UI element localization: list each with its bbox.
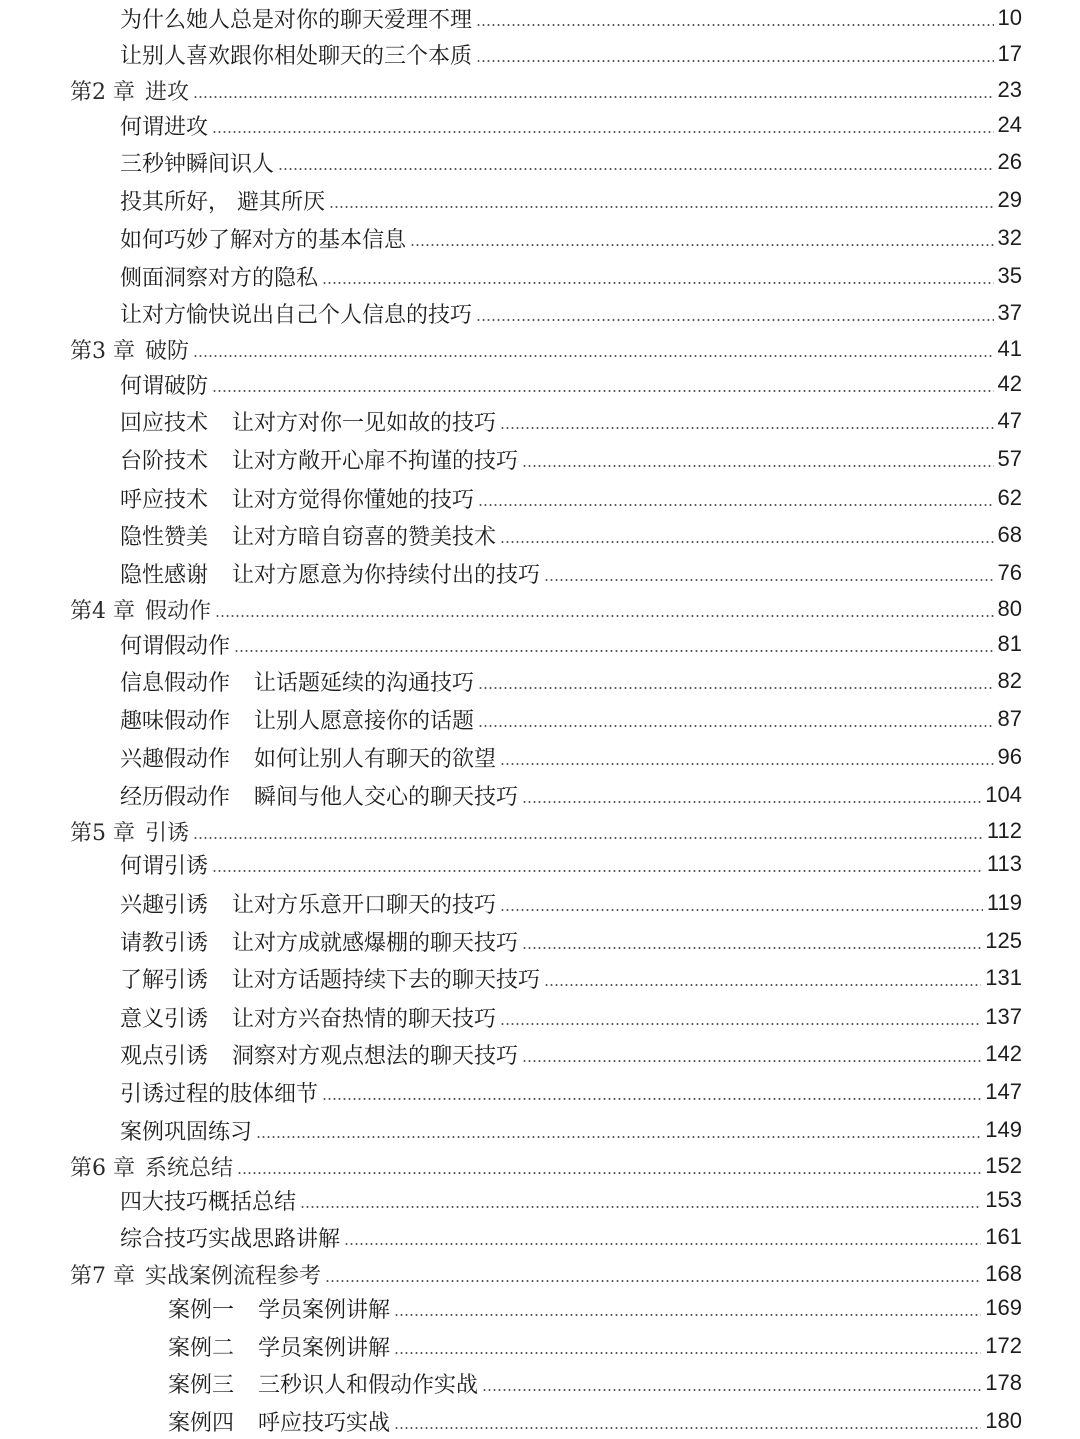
- toc-entry-title: [120, 1039, 518, 1070]
- entry-title-text: 综合技巧实战思路讲解: [120, 1226, 341, 1252]
- toc-section-row[interactable]: [0, 1036, 1080, 1072]
- case-number: 案例一: [168, 1297, 235, 1323]
- page-number: 17: [997, 41, 1022, 66]
- case-number: 案例三: [168, 1372, 235, 1398]
- toc-entry-title: [70, 1259, 321, 1290]
- entry-title-text: 请教引诱: [120, 930, 209, 956]
- toc-case-row[interactable]: [0, 1365, 1080, 1401]
- dot-leader: [212, 390, 994, 392]
- dot-leader: [394, 1314, 981, 1316]
- toc-entry-title: [120, 369, 208, 400]
- case-number: 案例四: [168, 1410, 235, 1436]
- dot-leader: [344, 1243, 981, 1245]
- toc-entry-title: [120, 1115, 252, 1146]
- dot-leader: [522, 801, 981, 803]
- dot-leader: [193, 355, 994, 357]
- toc-case-row[interactable]: [0, 1328, 1080, 1364]
- toc-section-row[interactable]: [0, 403, 1080, 439]
- page-number: 147: [985, 1079, 1022, 1104]
- dot-leader: [478, 504, 993, 506]
- dot-leader: [482, 1389, 981, 1391]
- toc-entry-title: [120, 1185, 296, 1216]
- toc-entry-title: [168, 1331, 390, 1362]
- entry-title-text: 何谓引诱: [120, 853, 209, 879]
- toc-section-row[interactable]: [0, 1112, 1080, 1148]
- dot-leader: [325, 1280, 981, 1282]
- entry-title-text: 学员案例讲解: [258, 1297, 391, 1323]
- toc-section-row[interactable]: [0, 923, 1080, 959]
- toc-section-row[interactable]: [0, 701, 1080, 737]
- toc-entry-title: [70, 594, 211, 625]
- toc-section-row[interactable]: [0, 441, 1080, 477]
- dot-leader: [212, 870, 983, 872]
- page-number: 152: [985, 1153, 1022, 1178]
- page-number: 24: [997, 112, 1022, 137]
- page-number: 41: [997, 336, 1022, 361]
- toc-entry-title: [168, 1293, 390, 1324]
- entry-subtitle-text: 让对方话题持续下去的聊天技巧: [232, 967, 541, 993]
- chapter-number: 第7 章: [70, 1263, 135, 1289]
- dot-leader: [215, 615, 994, 617]
- page-number: 125: [985, 928, 1022, 953]
- toc-chapter-row[interactable]: [0, 591, 1080, 627]
- entry-title-text: 了解引诱: [120, 967, 209, 993]
- dot-leader: [544, 984, 981, 986]
- entry-title-text: 何谓破防: [120, 373, 209, 399]
- toc-chapter-row[interactable]: [0, 331, 1080, 367]
- dot-leader: [500, 541, 993, 543]
- toc-chapter-row[interactable]: [0, 1148, 1080, 1184]
- page-number: 10: [997, 5, 1022, 30]
- chapter-number: 第2 章: [70, 79, 135, 105]
- dot-leader: [522, 1060, 981, 1062]
- dot-leader: [193, 837, 983, 839]
- page-number: 169: [985, 1295, 1022, 1320]
- entry-title-text: 让别人喜欢跟你相处聊天的三个本质: [120, 43, 473, 69]
- toc-section-row[interactable]: [0, 739, 1080, 775]
- toc-entry-title: [168, 1368, 478, 1399]
- page-number: 82: [997, 668, 1022, 693]
- toc-section-row[interactable]: [0, 885, 1080, 921]
- page-number: 87: [997, 706, 1022, 731]
- entry-title-text: 进攻: [145, 79, 190, 105]
- dot-leader: [234, 650, 994, 652]
- toc-entry-title: [168, 1406, 390, 1437]
- toc-entry-title: [120, 1077, 318, 1108]
- dot-leader: [256, 1136, 981, 1138]
- entry-title-text: 信息假动作: [120, 670, 231, 696]
- dot-leader: [193, 96, 994, 98]
- toc-entry-title: [120, 298, 472, 329]
- dot-leader: [322, 1098, 981, 1100]
- page-number: 180: [985, 1408, 1022, 1433]
- dot-leader: [476, 24, 994, 26]
- page-number: 161: [985, 1224, 1022, 1249]
- dot-leader: [478, 725, 993, 727]
- toc-entry-title: [120, 704, 474, 735]
- dot-leader: [500, 909, 983, 911]
- entry-title-text: 如何巧妙了解对方的基本信息: [120, 227, 407, 253]
- toc-section-row[interactable]: [0, 1219, 1080, 1255]
- dot-leader: [478, 687, 993, 689]
- dot-leader: [500, 1023, 981, 1025]
- page-number: 57: [997, 446, 1022, 471]
- entry-subtitle-text: 让对方对你一见如故的技巧: [232, 410, 497, 436]
- toc-entry-title: [120, 742, 496, 773]
- dot-leader: [278, 168, 994, 170]
- dot-leader: [394, 1352, 981, 1354]
- dot-leader: [300, 1206, 981, 1208]
- toc-section-row[interactable]: [0, 258, 1080, 294]
- dot-leader: [500, 763, 993, 765]
- page-number: 35: [997, 263, 1022, 288]
- toc-section-row[interactable]: [0, 999, 1080, 1035]
- entry-title-text: 破防: [145, 338, 190, 364]
- entry-title-text: 让对方愉快说出自己个人信息的技巧: [120, 302, 473, 328]
- dot-leader: [476, 319, 994, 321]
- entry-title-text: 侧面洞察对方的隐私: [120, 265, 319, 291]
- toc-entry-title: [120, 558, 540, 589]
- chapter-number: 第6 章: [70, 1155, 135, 1181]
- entry-title-text: 三秒识人和假动作实战: [258, 1372, 479, 1398]
- toc-entry-title: [120, 110, 208, 141]
- page-number: 76: [997, 560, 1022, 585]
- entry-title-text: 四大技巧概括总结: [120, 1189, 297, 1215]
- entry-title-text: 实战案例流程参考: [145, 1263, 322, 1289]
- entry-title-text: 何谓假动作: [120, 633, 231, 659]
- toc-entry-title: [120, 147, 274, 178]
- toc-entry-title: [120, 849, 208, 880]
- dot-leader: [329, 206, 994, 208]
- toc-entry-title: [70, 816, 189, 847]
- page-number: 112: [986, 818, 1022, 843]
- page-number: 142: [985, 1041, 1022, 1066]
- toc-section-row[interactable]: [0, 663, 1080, 699]
- dot-leader: [522, 947, 981, 949]
- dot-leader: [500, 427, 993, 429]
- page-number: 113: [986, 851, 1022, 876]
- dot-leader: [394, 1427, 981, 1429]
- entry-title-text: 回应技术: [120, 410, 209, 436]
- toc-section-row[interactable]: [0, 960, 1080, 996]
- dot-leader: [237, 1172, 981, 1174]
- page-number: 26: [997, 149, 1022, 174]
- entry-title-text: 兴趣引诱: [120, 892, 209, 918]
- entry-title-text: 案例巩固练习: [120, 1119, 253, 1145]
- toc-entry-title: [70, 334, 189, 365]
- entry-subtitle-text: 洞察对方观点想法的聊天技巧: [232, 1043, 519, 1069]
- toc-section-row[interactable]: [0, 480, 1080, 516]
- toc-case-row[interactable]: [0, 1403, 1080, 1439]
- toc-entry-title: [120, 888, 496, 919]
- entry-title-text: 兴趣假动作: [120, 746, 231, 772]
- dot-leader: [322, 282, 994, 284]
- toc-entry-title: [70, 75, 189, 106]
- entry-subtitle-text: 让话题延续的沟通技巧: [254, 670, 475, 696]
- toc-entry-title: [120, 1002, 496, 1033]
- entry-title-text: 隐性感谢: [120, 562, 209, 588]
- toc-section-row[interactable]: [0, 517, 1080, 553]
- toc-chapter-row[interactable]: [0, 72, 1080, 108]
- entry-subtitle-text: 让对方暗自窃喜的赞美技术: [232, 524, 497, 550]
- toc-section-row[interactable]: [0, 295, 1080, 331]
- toc-entry-title: [120, 483, 474, 514]
- page-number: 42: [997, 371, 1022, 396]
- toc-section-row[interactable]: [0, 220, 1080, 256]
- entry-subtitle-text: 让对方敞开心扉不拘谨的技巧: [232, 448, 519, 474]
- toc-entry-title: [120, 223, 406, 254]
- dot-leader: [212, 131, 994, 133]
- toc-entry-title: [120, 39, 472, 70]
- page-number: 153: [985, 1187, 1022, 1212]
- page-number: 149: [985, 1117, 1022, 1142]
- toc-section-row[interactable]: [0, 777, 1080, 813]
- page-number: 178: [985, 1370, 1022, 1395]
- toc-section-row[interactable]: [0, 1074, 1080, 1110]
- entry-title-text: 台阶技术: [120, 448, 209, 474]
- page-number: 131: [985, 965, 1022, 990]
- entry-subtitle-text: 让别人愿意接你的话题: [254, 708, 475, 734]
- toc-entry-title: [120, 963, 540, 994]
- entry-title-text: 何谓进攻: [120, 114, 209, 140]
- toc-section-row[interactable]: [0, 846, 1080, 882]
- entry-subtitle-text: 让对方觉得你懂她的技巧: [232, 487, 475, 513]
- toc-section-row[interactable]: [0, 182, 1080, 218]
- chapter-number: 第5 章: [70, 820, 135, 846]
- entry-title-text: 经历假动作: [120, 784, 231, 810]
- page-number: 23: [997, 77, 1022, 102]
- toc-entry-title: [120, 3, 472, 34]
- entry-title-text: 观点引诱: [120, 1043, 209, 1069]
- page-number: 32: [997, 225, 1022, 250]
- entry-title-text: 系统总结: [145, 1155, 234, 1181]
- toc-entry-title: [120, 261, 318, 292]
- entry-subtitle-text: 让对方愿意为你持续付出的技巧: [232, 562, 541, 588]
- entry-title-text: 投其所好， 避其所厌: [120, 189, 325, 215]
- entry-title-text: 意义引诱: [120, 1006, 209, 1032]
- dot-leader: [476, 60, 994, 62]
- entry-title-text: 假动作: [145, 598, 212, 624]
- page-number: 62: [997, 485, 1022, 510]
- toc-entry-title: [120, 666, 474, 697]
- toc-entry-title: [120, 406, 496, 437]
- page-number: 37: [997, 300, 1022, 325]
- toc-case-row[interactable]: [0, 1290, 1080, 1326]
- entry-title-text: 引诱过程的肢体细节: [120, 1081, 319, 1107]
- page-number: 137: [985, 1004, 1022, 1029]
- toc-entry-title: [120, 520, 496, 551]
- entry-title-text: 呼应技巧实战: [258, 1410, 391, 1436]
- toc-section-row[interactable]: [0, 366, 1080, 402]
- toc-section-row[interactable]: [0, 107, 1080, 143]
- toc-section-row[interactable]: [0, 0, 1080, 36]
- entry-title-text: 趣味假动作: [120, 708, 231, 734]
- entry-subtitle-text: 让对方乐意开口聊天的技巧: [232, 892, 497, 918]
- page-number: 80: [997, 596, 1022, 621]
- entry-title-text: 呼应技术: [120, 487, 209, 513]
- chapter-number: 第3 章: [70, 338, 135, 364]
- toc-section-row[interactable]: [0, 555, 1080, 591]
- entry-title-text: 三秒钟瞬间识人: [120, 151, 275, 177]
- page-number: 29: [997, 187, 1022, 212]
- toc-entry-title: [120, 629, 230, 660]
- page-number: 68: [997, 522, 1022, 547]
- toc-section-row[interactable]: [0, 36, 1080, 72]
- toc-entry-title: [120, 780, 518, 811]
- entry-subtitle-text: 如何让别人有聊天的欲望: [254, 746, 497, 772]
- page-number: 172: [985, 1333, 1022, 1358]
- toc-entry-title: [120, 926, 518, 957]
- toc-chapter-row[interactable]: [0, 1256, 1080, 1292]
- chapter-number: 第4 章: [70, 598, 135, 624]
- dot-leader: [410, 244, 994, 246]
- entry-title-text: 引诱: [145, 820, 190, 846]
- page-number: 96: [997, 744, 1022, 769]
- toc-section-row[interactable]: [0, 144, 1080, 180]
- toc-section-row[interactable]: [0, 1182, 1080, 1218]
- entry-title-text: 隐性赞美: [120, 524, 209, 550]
- page-number: 119: [986, 890, 1022, 915]
- page-number: 168: [985, 1261, 1022, 1286]
- entry-title-text: 学员案例讲解: [258, 1335, 391, 1361]
- entry-subtitle-text: 瞬间与他人交心的聊天技巧: [254, 784, 519, 810]
- toc-entry-title: [120, 185, 325, 216]
- toc-entry-title: [120, 444, 518, 475]
- page-number: 81: [997, 631, 1022, 656]
- page-number: 47: [997, 408, 1022, 433]
- entry-subtitle-text: 让对方兴奋热情的聊天技巧: [232, 1006, 497, 1032]
- dot-leader: [544, 579, 993, 581]
- case-number: 案例二: [168, 1335, 235, 1361]
- page-number: 104: [985, 782, 1022, 807]
- toc-section-row[interactable]: [0, 626, 1080, 662]
- toc-chapter-row[interactable]: [0, 813, 1080, 849]
- dot-leader: [522, 465, 993, 467]
- entry-subtitle-text: 让对方成就感爆棚的聊天技巧: [232, 930, 519, 956]
- toc-entry-title: [70, 1151, 233, 1182]
- entry-title-text: 为什么她人总是对你的聊天爱理不理: [120, 7, 473, 33]
- toc-entry-title: [120, 1222, 340, 1253]
